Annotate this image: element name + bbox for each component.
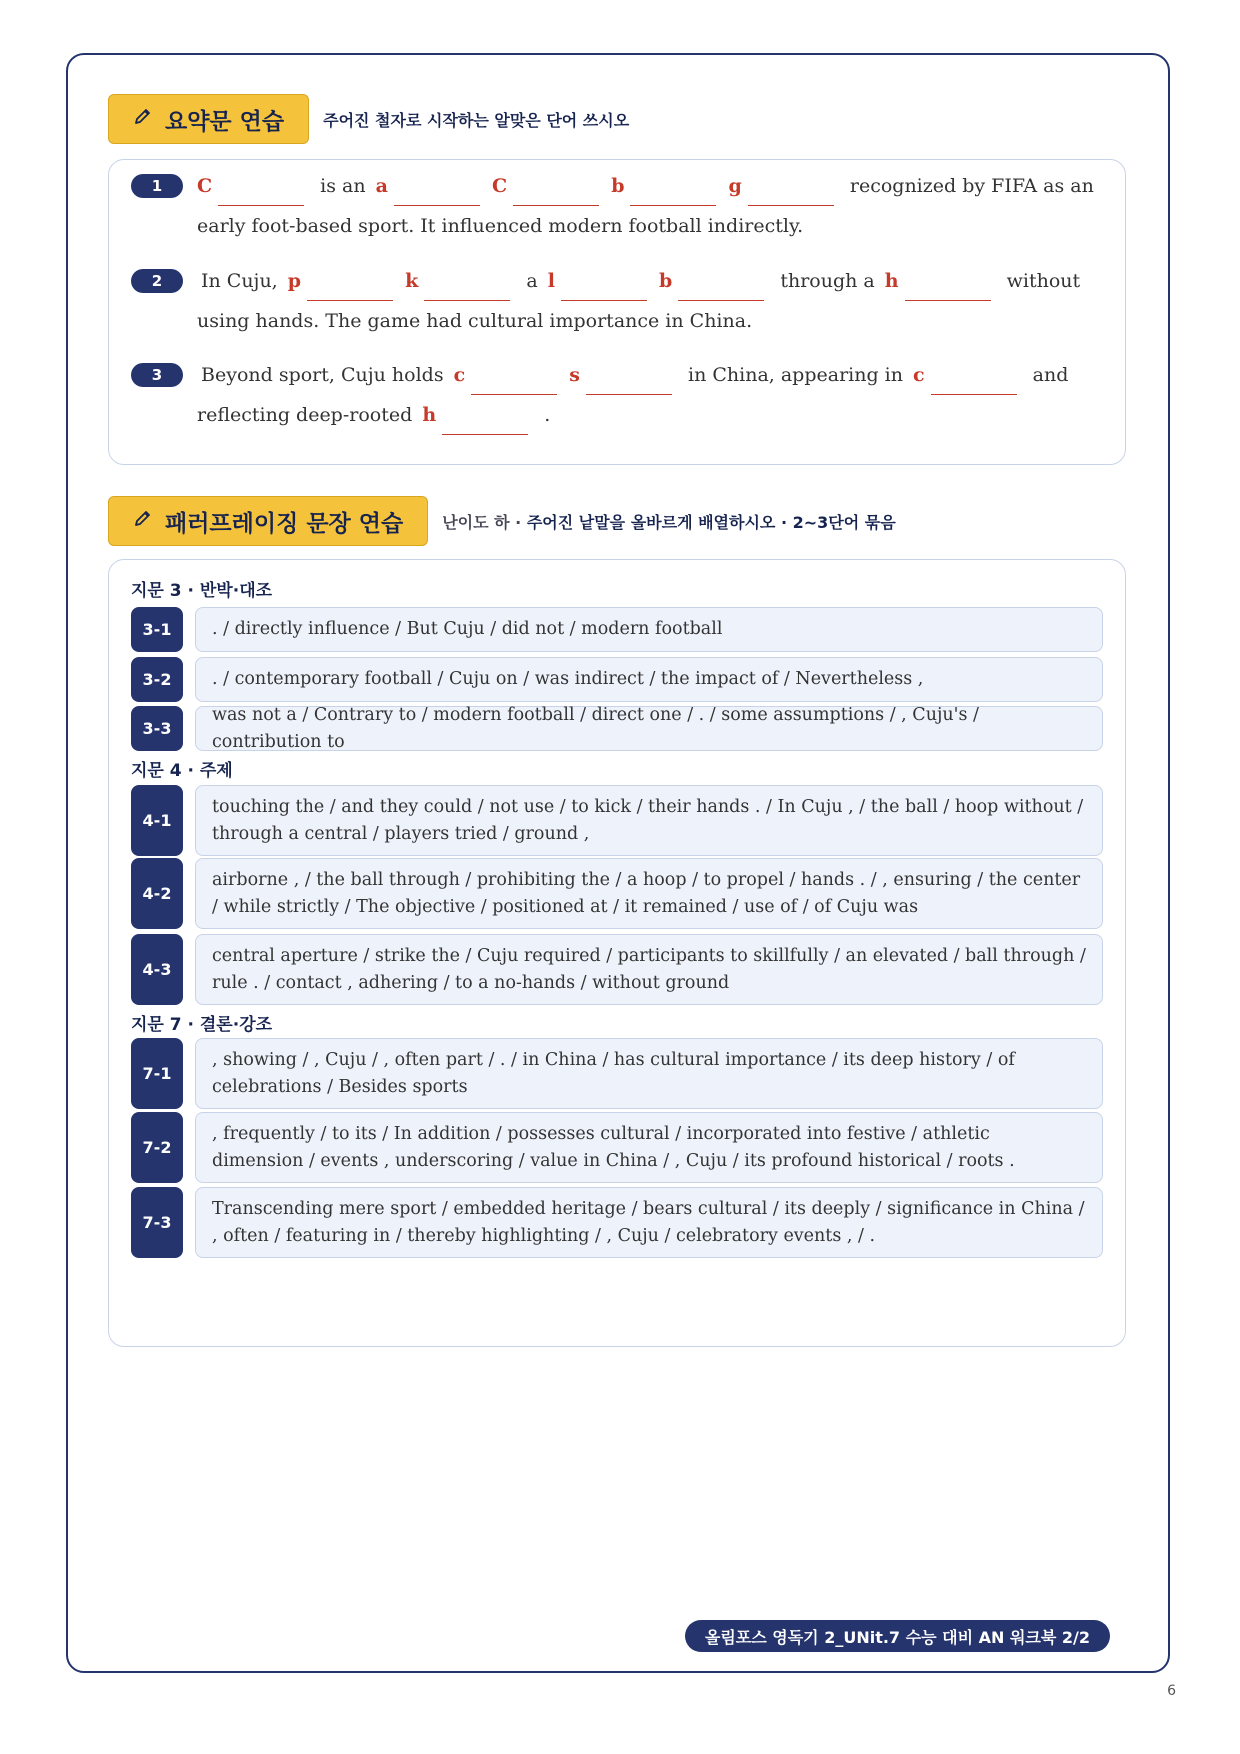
blank-line <box>630 204 716 206</box>
exercise-row <box>131 858 1103 929</box>
blank-initial: p <box>287 270 302 292</box>
exercise-number: 3-3 <box>131 706 183 751</box>
paraphrase-header <box>108 496 896 546</box>
summary-sentence <box>197 261 1103 341</box>
difficulty-label: 난이도 하 · <box>442 512 522 532</box>
blank-line <box>307 299 393 301</box>
answer-blank[interactable] <box>376 166 486 206</box>
summary-tab <box>108 94 309 144</box>
sentence-text: . <box>544 404 551 426</box>
paraphrase-instruction: 주어진 낱말을 올바르게 배열하시오 · 2~3단어 묶음 <box>526 512 896 532</box>
word-chunks[interactable] <box>195 934 1103 1005</box>
exercise-row <box>131 934 1103 1005</box>
exercise-number: 4-2 <box>131 858 183 929</box>
blank-line <box>748 204 834 206</box>
answer-blank[interactable] <box>885 261 997 301</box>
answer-blank[interactable] <box>659 261 770 301</box>
blank-initial: h <box>884 270 899 292</box>
summary-instruction: 주어진 철자로 시작하는 알맞은 단어 쓰시오 <box>323 110 630 130</box>
blank-line <box>513 204 599 206</box>
exercise-row <box>131 657 1103 702</box>
exercise-number: 7-2 <box>131 1112 183 1183</box>
summary-sentence <box>197 355 1103 435</box>
word-chunks[interactable] <box>195 785 1103 856</box>
exercise-row <box>131 1187 1103 1258</box>
blank-line <box>424 299 510 301</box>
paraphrase-title: 패러프레이징 문장 연습 <box>165 510 404 537</box>
answer-blank[interactable] <box>197 166 310 206</box>
pencil-icon <box>133 508 153 534</box>
word-chunks[interactable] <box>195 607 1103 652</box>
blank-initial: C <box>197 175 213 197</box>
blank-initial: g <box>728 175 742 197</box>
sentence-text: in China, appearing in <box>688 364 903 386</box>
blank-initial: h <box>422 404 437 426</box>
word-chunks[interactable] <box>195 858 1103 929</box>
word-chunks[interactable] <box>195 1187 1103 1258</box>
sentence-text: and reflecting deep-rooted <box>197 364 1069 426</box>
blank-initial: s <box>569 364 580 386</box>
summary-box <box>108 159 1126 465</box>
sentence-text: recognized by FIFA as an early foot-based sport. It influenced modern football indirectly. <box>197 175 1094 237</box>
blank-initial: C <box>492 175 508 197</box>
answer-blank[interactable] <box>548 261 653 301</box>
footer-label: 올림포스 영독기 2_UNit.7 수능 대비 AN 워크북 2/2 <box>685 1620 1110 1652</box>
exercise-number: 4-3 <box>131 934 183 1005</box>
sentence-text: through a <box>780 270 875 292</box>
page-number: 6 <box>1167 1683 1176 1699</box>
blank-line <box>442 433 528 435</box>
word-chunks[interactable] <box>195 1112 1103 1183</box>
sentence-text: is an <box>320 175 366 197</box>
word-chunks-text: . / contemporary football / Cuju on / was indirect / the impact of / Nevertheless , <box>212 669 924 689</box>
sentence-text: Beyond sport, Cuju holds <box>201 364 444 386</box>
word-chunks-text: , frequently / to its / In addition / possesses cultural / incorporated into festive / athletic dimension / events , underscoring / value in China / , Cuju / its profound historical / roots . <box>212 1123 1015 1171</box>
summary-title: 요약문 연습 <box>165 108 285 135</box>
answer-blank[interactable] <box>288 261 399 301</box>
item-number: 3 <box>131 363 183 387</box>
answer-blank[interactable] <box>729 166 840 206</box>
exercise-number: 3-1 <box>131 607 183 652</box>
blank-line <box>931 393 1017 395</box>
word-chunks[interactable] <box>195 657 1103 702</box>
word-chunks-text: . / directly influence / But Cuju / did not / modern football <box>212 619 723 639</box>
answer-blank[interactable] <box>492 166 605 206</box>
exercise-row <box>131 1038 1103 1109</box>
summary-header <box>108 94 629 144</box>
item-number: 2 <box>131 269 183 293</box>
blank-line <box>586 393 672 395</box>
exercise-number: 7-1 <box>131 1038 183 1109</box>
answer-blank[interactable] <box>454 355 564 395</box>
exercise-row <box>131 785 1103 856</box>
blank-initial: k <box>405 270 419 292</box>
word-chunks-text: , showing / , Cuju / , often part / . / in China / has cultural importance / its deep history / of celebrations / Besides sports <box>212 1049 1015 1097</box>
exercise-row <box>131 706 1103 751</box>
paraphrase-tab <box>108 496 428 546</box>
paraphrase-box <box>108 559 1126 1347</box>
blank-line <box>678 299 764 301</box>
answer-blank[interactable] <box>611 166 722 206</box>
passage-label: 지문 7 · 결론·강조 <box>131 1015 273 1035</box>
answer-blank[interactable] <box>405 261 516 301</box>
word-chunks-text: central aperture / strike the / Cuju required / participants to skillfully / an elevated / ball through / rule . / contact , adhering / to a no-hands / without ground <box>212 945 1086 993</box>
blank-line <box>905 299 991 301</box>
blank-initial: l <box>547 270 555 292</box>
item-number: 1 <box>131 174 183 198</box>
answer-blank[interactable] <box>569 355 678 395</box>
sentence-text: without using hands. The game had cultural importance in China. <box>197 270 1081 332</box>
blank-line <box>394 204 480 206</box>
blank-initial: b <box>611 175 625 197</box>
answer-blank[interactable] <box>913 355 1023 395</box>
word-chunks[interactable] <box>195 706 1103 751</box>
paraphrase-instruction-line <box>442 510 895 533</box>
word-chunks[interactable] <box>195 1038 1103 1109</box>
word-chunks-text: airborne , / the ball through / prohibiting the / a hoop / to propel / hands . / , ensuring / the center / while strictly / The objective / positioned at / it remained / use of / of Cuju was <box>212 869 1081 917</box>
exercise-row <box>131 607 1103 652</box>
blank-initial: b <box>658 270 673 292</box>
exercise-number: 4-1 <box>131 785 183 856</box>
answer-blank[interactable] <box>422 395 534 435</box>
passage-label: 지문 3 · 반박·대조 <box>131 581 273 601</box>
exercise-row <box>131 1112 1103 1183</box>
word-chunks-text: Transcending mere sport / embedded heritage / bears cultural / its deeply / significance in China / , often / featuring in / thereby highlighting / , Cuju / celebratory events , / . <box>212 1198 1085 1246</box>
exercise-number: 7-3 <box>131 1187 183 1258</box>
word-chunks-text: was not a / Contrary to / modern football / direct one / . / some assumptions / , Cuju's / contribution to <box>212 704 979 752</box>
sentence-text: a <box>526 270 538 292</box>
summary-sentence <box>197 166 1103 246</box>
blank-initial: a <box>375 175 388 197</box>
blank-initial: c <box>453 364 466 386</box>
sentence-text: In Cuju, <box>201 270 278 292</box>
exercise-number: 3-2 <box>131 657 183 702</box>
pencil-icon <box>133 106 153 132</box>
word-chunks-text: touching the / and they could / not use / to kick / their hands . / In Cuju , / the ball / hoop without / through a central / players tried / ground , <box>212 796 1084 844</box>
blank-line <box>561 299 647 301</box>
blank-initial: c <box>913 364 925 386</box>
blank-line <box>218 204 304 206</box>
passage-label: 지문 4 · 주제 <box>131 761 233 781</box>
